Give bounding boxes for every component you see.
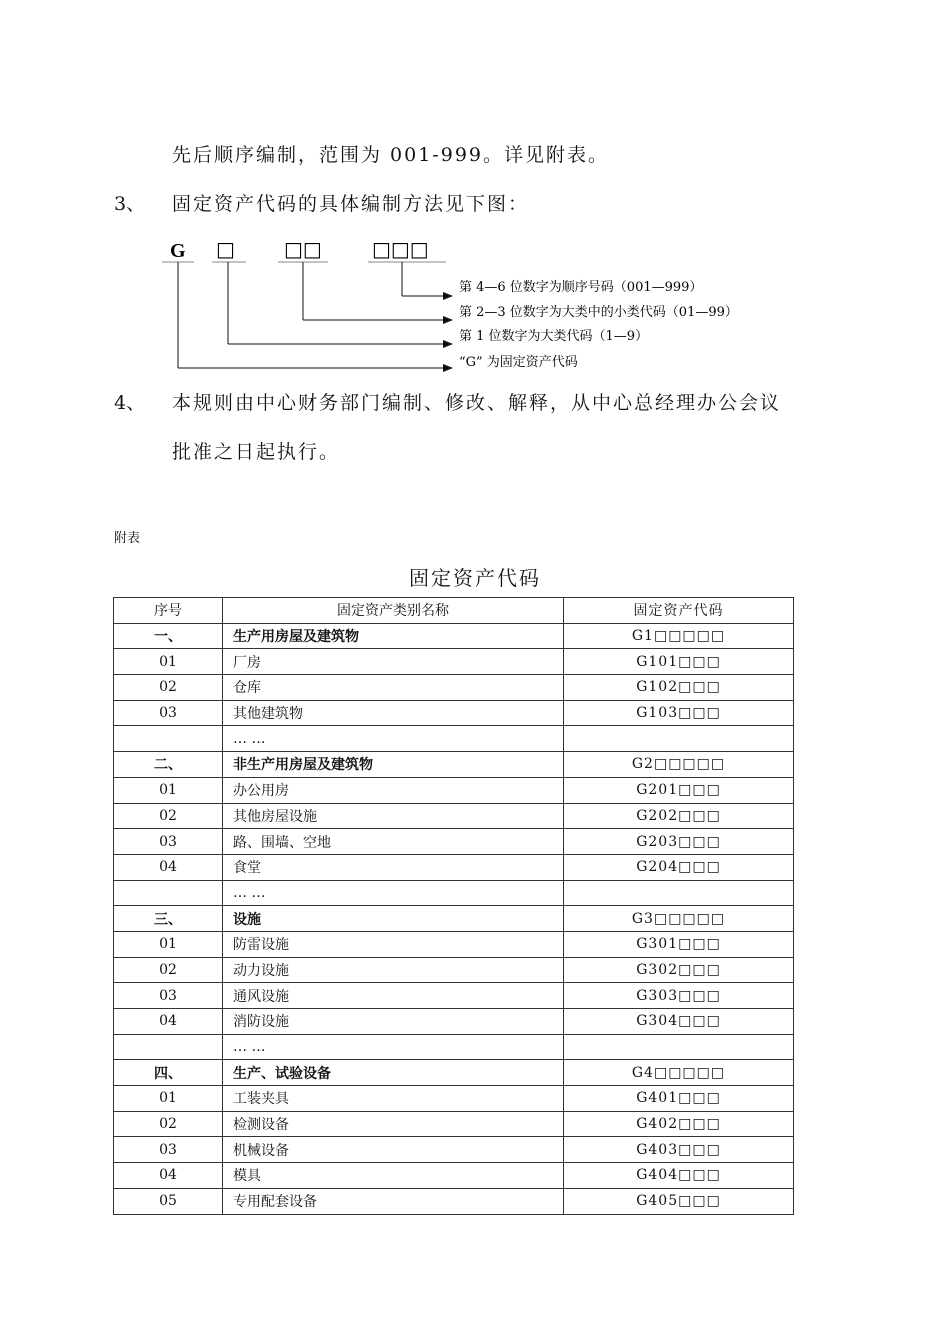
cell-asset-code: G2□□□□□ bbox=[564, 752, 794, 778]
cell-no: 一、 bbox=[114, 623, 223, 649]
table-row bbox=[114, 726, 794, 752]
table-row bbox=[114, 649, 794, 675]
cell-category-name: 检测设备 bbox=[223, 1111, 564, 1137]
cell-category-name: 专用配套设备 bbox=[223, 1188, 564, 1214]
cell-no: 05 bbox=[114, 1188, 223, 1214]
table-row bbox=[114, 854, 794, 880]
label-class-digit: 第 1 位数字为大类代码（1—9） bbox=[459, 329, 649, 344]
cell-no: 04 bbox=[114, 854, 223, 880]
cell-asset-code: G402□□□ bbox=[564, 1111, 794, 1137]
table-row-category bbox=[114, 906, 794, 932]
cell-no: 01 bbox=[114, 649, 223, 675]
item-3-number: 3、 bbox=[114, 193, 146, 215]
cell-asset-code: G1□□□□□ bbox=[564, 623, 794, 649]
cell-category-name: 生产、试验设备 bbox=[223, 1060, 564, 1086]
cell-no: 04 bbox=[114, 1009, 223, 1035]
table-row bbox=[114, 880, 794, 906]
cell-category-name: 动力设施 bbox=[223, 957, 564, 983]
header-no: 序号 bbox=[114, 598, 223, 624]
item-4-number: 4、 bbox=[114, 392, 146, 414]
cell-category-name: 非生产用房屋及建筑物 bbox=[223, 752, 564, 778]
cell-no: 三、 bbox=[114, 906, 223, 932]
cell-category-name: … … bbox=[223, 1034, 564, 1060]
cell-no: 02 bbox=[114, 957, 223, 983]
cell-asset-code: G204□□□ bbox=[564, 854, 794, 880]
cell-no: 04 bbox=[114, 1163, 223, 1189]
cell-no bbox=[114, 880, 223, 906]
cell-category-name: 设施 bbox=[223, 906, 564, 932]
table-row bbox=[114, 700, 794, 726]
item-4-text-line-1: 本规则由中心财务部门编制、修改、解释，从中心总经理办公会议 bbox=[172, 392, 782, 414]
table-row-category bbox=[114, 752, 794, 778]
code-char-group-3: □□□ bbox=[372, 237, 429, 261]
cell-asset-code: G403□□□ bbox=[564, 1137, 794, 1163]
code-char-group-2: □□ bbox=[284, 237, 322, 261]
cell-no: 01 bbox=[114, 931, 223, 957]
table-body bbox=[114, 623, 794, 1214]
cell-category-name: 通风设施 bbox=[223, 983, 564, 1009]
cell-no: 二、 bbox=[114, 752, 223, 778]
code-char-group-1: □ bbox=[216, 237, 235, 261]
table-row bbox=[114, 675, 794, 701]
body-line-1: 先后顺序编制，范围为 001-999。详见附表。 bbox=[172, 144, 609, 166]
cell-category-name: 其他房屋设施 bbox=[223, 803, 564, 829]
cell-no: 02 bbox=[114, 1111, 223, 1137]
cell-asset-code: G401□□□ bbox=[564, 1086, 794, 1112]
table-row-category bbox=[114, 1060, 794, 1086]
cell-no: 03 bbox=[114, 829, 223, 855]
table-title: 固定资产代码 bbox=[409, 566, 541, 590]
table-header-row bbox=[114, 598, 794, 624]
cell-asset-code: G102□□□ bbox=[564, 675, 794, 701]
table-row bbox=[114, 957, 794, 983]
cell-no: 02 bbox=[114, 803, 223, 829]
cell-asset-code: G4□□□□□ bbox=[564, 1060, 794, 1086]
cell-category-name: … … bbox=[223, 880, 564, 906]
cell-category-name: 生产用房屋及建筑物 bbox=[223, 623, 564, 649]
table-row bbox=[114, 777, 794, 803]
table-row bbox=[114, 829, 794, 855]
cell-category-name: 路、围墙、空地 bbox=[223, 829, 564, 855]
header-category-name: 固定资产类别名称 bbox=[223, 598, 564, 624]
cell-no: 01 bbox=[114, 777, 223, 803]
cell-category-name: 工装夹具 bbox=[223, 1086, 564, 1112]
header-asset-code: 固定资产代码 bbox=[564, 598, 794, 624]
cell-category-name: 消防设施 bbox=[223, 1009, 564, 1035]
cell-category-name: 食堂 bbox=[223, 854, 564, 880]
table-row bbox=[114, 1163, 794, 1189]
cell-no bbox=[114, 1034, 223, 1060]
item-3-text: 固定资产代码的具体编制方法见下图： bbox=[172, 193, 530, 215]
cell-asset-code: G101□□□ bbox=[564, 649, 794, 675]
cell-no: 03 bbox=[114, 983, 223, 1009]
table-row bbox=[114, 983, 794, 1009]
label-sequence-digits: 第 4—6 位数字为顺序号码（001—999） bbox=[459, 280, 703, 295]
cell-asset-code: G201□□□ bbox=[564, 777, 794, 803]
table-row bbox=[114, 1086, 794, 1112]
cell-asset-code: G302□□□ bbox=[564, 957, 794, 983]
cell-asset-code bbox=[564, 1034, 794, 1060]
cell-no: 四、 bbox=[114, 1060, 223, 1086]
label-g-prefix: “G” 为固定资产代码 bbox=[459, 355, 578, 370]
cell-category-name: 其他建筑物 bbox=[223, 700, 564, 726]
table-row bbox=[114, 1137, 794, 1163]
table-row bbox=[114, 1009, 794, 1035]
cell-asset-code bbox=[564, 726, 794, 752]
cell-category-name: 模具 bbox=[223, 1163, 564, 1189]
cell-category-name: 仓库 bbox=[223, 675, 564, 701]
table-row bbox=[114, 1188, 794, 1214]
table-row bbox=[114, 803, 794, 829]
cell-asset-code: G103□□□ bbox=[564, 700, 794, 726]
cell-asset-code: G202□□□ bbox=[564, 803, 794, 829]
table-row bbox=[114, 1034, 794, 1060]
cell-asset-code: G404□□□ bbox=[564, 1163, 794, 1189]
code-structure-diagram bbox=[150, 230, 790, 380]
table-row-category bbox=[114, 623, 794, 649]
cell-asset-code bbox=[564, 880, 794, 906]
cell-no: 02 bbox=[114, 675, 223, 701]
table-row bbox=[114, 1111, 794, 1137]
cell-no bbox=[114, 726, 223, 752]
cell-category-name: … … bbox=[223, 726, 564, 752]
cell-category-name: 厂房 bbox=[223, 649, 564, 675]
cell-category-name: 办公用房 bbox=[223, 777, 564, 803]
code-char-g: G bbox=[170, 240, 186, 262]
cell-asset-code: G203□□□ bbox=[564, 829, 794, 855]
cell-asset-code: G301□□□ bbox=[564, 931, 794, 957]
cell-asset-code: G303□□□ bbox=[564, 983, 794, 1009]
cell-no: 03 bbox=[114, 1137, 223, 1163]
appendix-label: 附表 bbox=[114, 531, 141, 546]
cell-category-name: 防雷设施 bbox=[223, 931, 564, 957]
item-4-text-line-2: 批准之日起执行。 bbox=[172, 441, 341, 463]
cell-asset-code: G304□□□ bbox=[564, 1009, 794, 1035]
label-subclass-digits: 第 2—3 位数字为大类中的小类代码（01—99） bbox=[459, 305, 738, 320]
cell-category-name: 机械设备 bbox=[223, 1137, 564, 1163]
cell-asset-code: G405□□□ bbox=[564, 1188, 794, 1214]
cell-no: 03 bbox=[114, 700, 223, 726]
table-row bbox=[114, 931, 794, 957]
cell-no: 01 bbox=[114, 1086, 223, 1112]
cell-asset-code: G3□□□□□ bbox=[564, 906, 794, 932]
asset-code-table bbox=[113, 597, 794, 1215]
